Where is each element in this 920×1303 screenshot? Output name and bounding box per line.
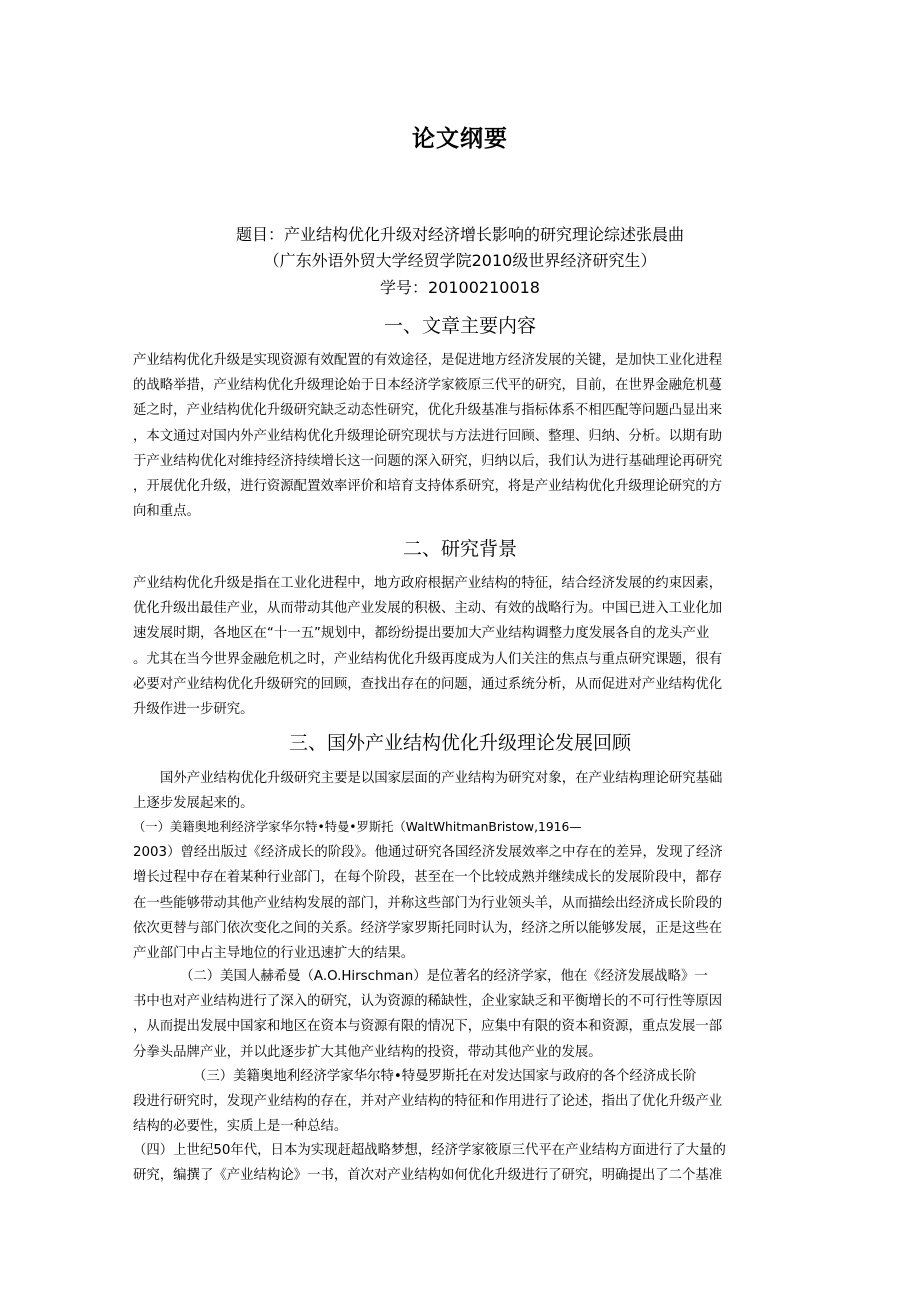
body-line: 2003）曾经出版过《经济成长的阶段》。他通过研究各国经济发展效率之中存在的差异，发现了经济 — [133, 845, 723, 861]
body-line: 的战略举措，产业结构优化升级理论始于日本经济学家筱原三代平的研究，目前，在世界金融危机蔓 — [133, 378, 723, 394]
body-line: （二）美国人赫希曼（A.O.Hirschman）是位著名的经济学家，他在《经济发展战略》一 — [180, 969, 708, 984]
section-heading-background: 二、研究背景 — [402, 538, 517, 560]
body-line: （四）上世纪50年代，日本为实现赶超战略梦想，经济学家筱原三代平在产业结构方面进行了大量的 — [133, 1143, 726, 1158]
body-line: 向和重点。 — [133, 504, 200, 520]
student-id: 学号：20100210018 — [380, 278, 540, 297]
document-title: 论文纲要 — [412, 126, 508, 152]
body-line: 优化升级出最佳产业，从而带动其他产业发展的积极、主动、有效的战略行为。中国已进入工业化加 — [133, 601, 723, 617]
body-line: 产业结构优化升级是指在工业化进程中，地方政府根据产业结构的特征，结合经济发展的约束因素， — [133, 576, 723, 591]
body-line: 书中也对产业结构进行了深入的研究，认为资源的稀缺性，企业家缺乏和平衡增长的不可行性等原因 — [133, 994, 723, 1010]
paper-subject: 题目：产业结构优化升级对经济增长影响的研究理论综述张晨曲 — [235, 225, 684, 244]
section-heading-main-content: 一、文章主要内容 — [383, 315, 536, 337]
body-line: （一）美籍奥地利经济学家华尔特•特曼•罗斯托（WaltWhitmanBristow,1916— — [133, 820, 582, 834]
paragraph-hirschman — [133, 964, 775, 1065]
body-line: 于产业结构优化对维持经济持续增长这一问题的深入研究，归纳以后，我们认为进行基础理论再研究 — [133, 453, 723, 469]
paragraph-shinohara — [133, 1138, 775, 1188]
body-line: 段进行研究时，发现产业结构的存在，并对产业结构的特征和作用进行了论述，指出了优化升级产业 — [133, 1094, 723, 1110]
body-line: ，开展优化升级，进行资源配置效率评价和培育支持体系研究，将是产业结构优化升级理论研究的方 — [133, 479, 723, 495]
body-line: 。尤其在当今世界金融危机之时，产业结构优化升级再度成为人们关注的焦点与重点研究课题，很有 — [133, 651, 723, 667]
section-background-body — [133, 571, 775, 722]
body-line: 上逐步发展起来的。 — [133, 796, 254, 812]
body-line: 国外产业结构优化升级研究主要是以国家层面的产业结构为研究对象，在产业结构理论研究基础 — [160, 771, 723, 786]
author-affiliation: （广东外语外贸大学经贸学院2010级世界经济研究生） — [263, 251, 657, 270]
body-line: 产业结构优化升级是实现资源有效配置的有效途径，是促进地方经济发展的关键，是加快工业化进程 — [133, 353, 723, 368]
body-line: （三）美籍奥地利经济学家华尔特•特曼罗斯托在对发达国家与政府的各个经济成长阶 — [193, 1069, 697, 1084]
paragraph-rostow — [133, 815, 775, 966]
paragraph-rostow-developed — [133, 1064, 775, 1140]
body-line: 增长过程中存在着某种行业部门，在每个阶段，甚至在一个比较成熟并继续成长的发展阶段中，都存 — [133, 870, 723, 886]
section-foreign-review-intro — [133, 766, 775, 816]
body-line: 延之时，产业结构优化升级研究缺乏动态性研究，优化升级基准与指标体系不相匹配等问题凸显出来 — [133, 403, 723, 419]
body-line: ，本文通过对国内外产业结构优化升级理论研究现状与方法进行回顾、整理、归纳、分析。以期有助 — [133, 428, 723, 444]
section-main-content-body — [133, 348, 775, 524]
body-line: 产业部门中占主导地位的行业迅速扩大的结果。 — [133, 946, 415, 962]
body-line: ，从而提出发展中国家和地区在资本与资源有限的情况下，应集中有限的资本和资源，重点发展一部 — [133, 1019, 723, 1035]
section-heading-foreign-review: 三、国外产业结构优化升级理论发展回顾 — [288, 732, 631, 754]
body-line: 在一些能够带动其他产业结构发展的部门，并称这些部门为行业领头羊，从而描绘出经济成长阶段的 — [133, 895, 723, 911]
body-line: 速发展时期，各地区在“十一五”规划中，都纷纷提出要加大产业结构调整力度发展各自的龙头产业 — [133, 626, 710, 642]
body-line: 结构的必要性，实质上是一种总结。 — [133, 1119, 348, 1135]
body-line: 分拳头品牌产业，并以此逐步扩大其他产业结构的投资，带动其他产业的发展。 — [133, 1044, 602, 1060]
body-line: 升级作进一步研究。 — [133, 702, 254, 718]
body-line: 必要对产业结构优化升级研究的回顾，查找出存在的问题，通过系统分析，从而促进对产业结构优化 — [133, 676, 723, 692]
body-line: 研究，编撰了《产业结构论》一书，首次对产业结构如何优化升级进行了研究，明确提出了二个基准 — [133, 1168, 723, 1184]
body-line: 依次更替与部门依次变化之间的关系。经济学家罗斯托同时认为，经济之所以能够发展，正是这些在 — [133, 920, 723, 936]
